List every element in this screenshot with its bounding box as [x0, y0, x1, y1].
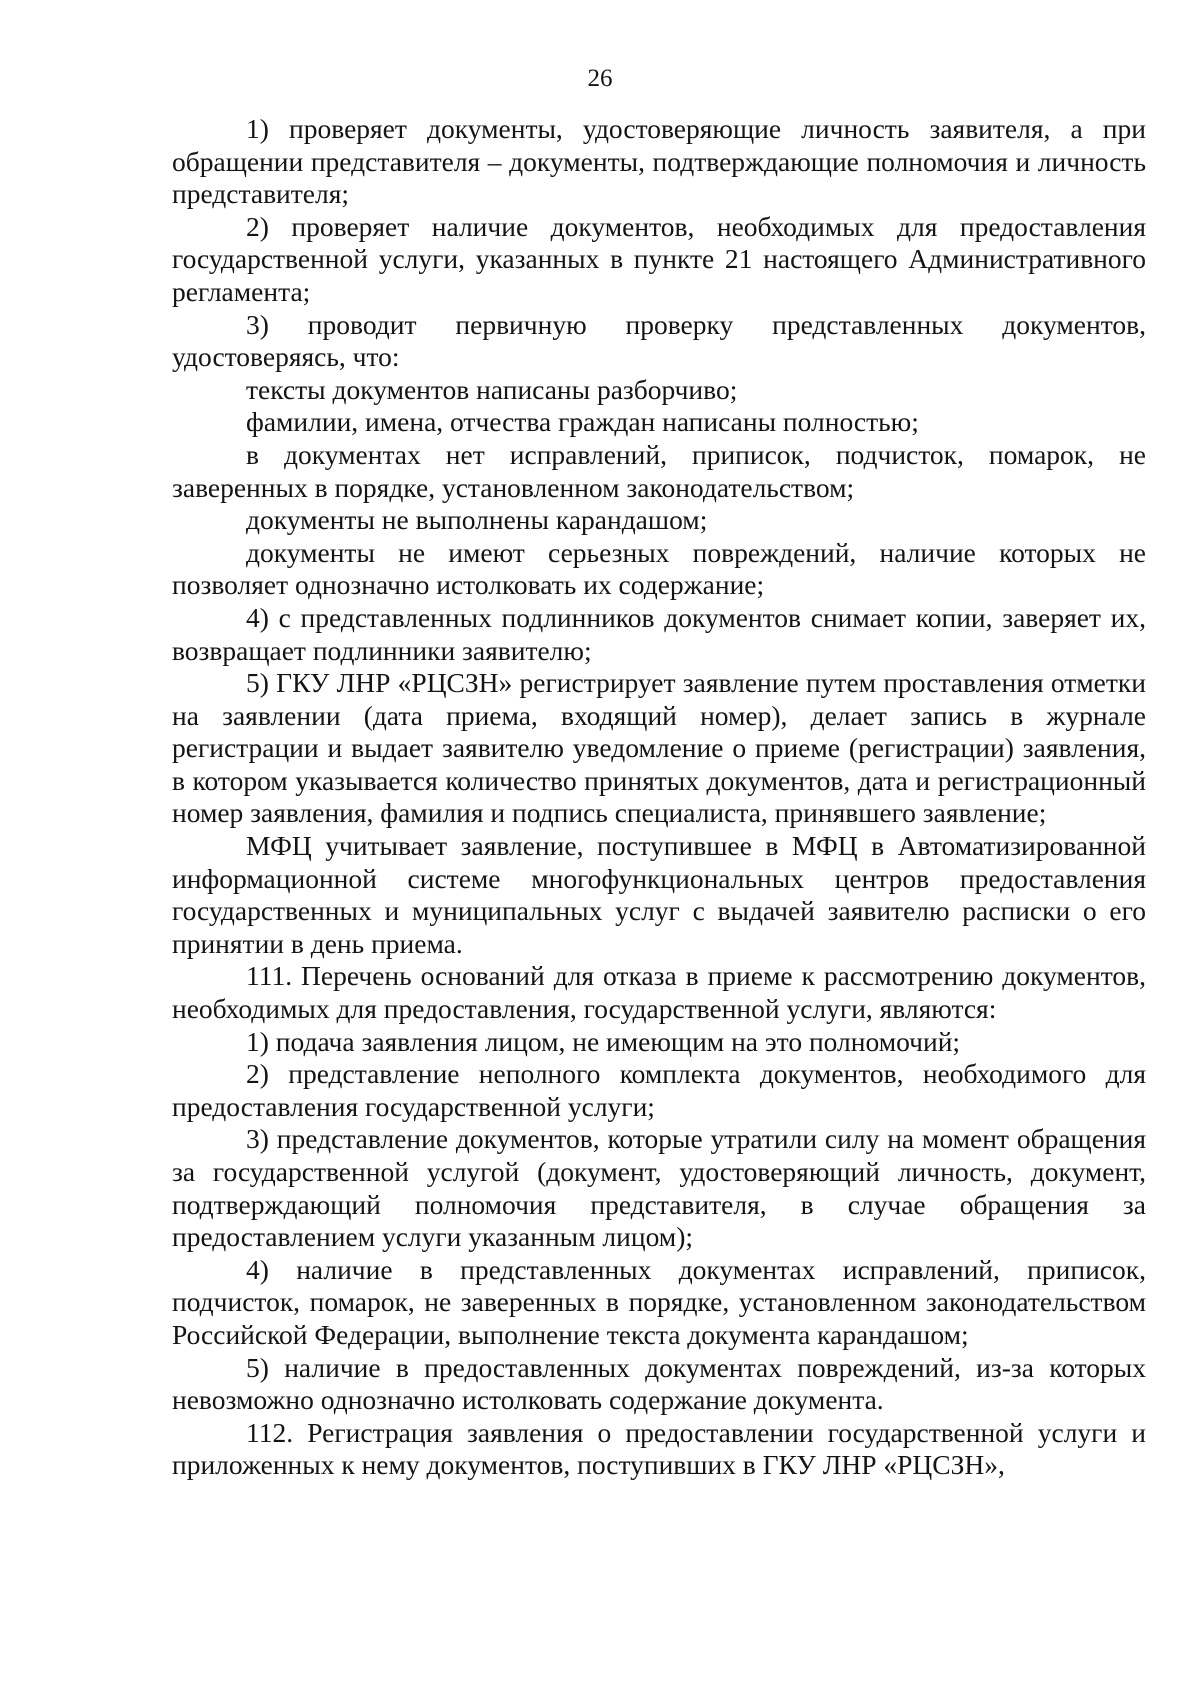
paragraph-condition-no-damage: документы не имеют серьезных повреждений, наличие которых не позволяет однозначно истолковать их содержание;: [172, 536, 1146, 601]
paragraph-item-2-check-documents: 2) проверяет наличие документов, необходимых для предоставления государственной услуги, указанных в пункте 21 настоящего Административного регламента;: [172, 210, 1146, 307]
paragraph-reason-5: 5) наличие в предоставленных документах повреждений, из-за которых невозможно однозначно истолковать содержание документа.: [172, 1351, 1146, 1416]
paragraph-reason-3: 3) представление документов, которые утратили силу на момент обращения за государственной услугой (документ, удостоверяющий личность, документ, подтверждающий полномочия представителя, в случае обращения за предоставлением услуги указанным лицом);: [172, 1123, 1146, 1253]
paragraph-item-4-copies: 4) с представленных подлинников документов снимает копии, заверяет их, возвращает подлинники заявителю;: [172, 601, 1146, 666]
paragraph-condition-legible: тексты документов написаны разборчиво;: [246, 373, 738, 405]
paragraph-reason-2: 2) представление неполного комплекта документов, необходимого для предоставления государственной услуги;: [172, 1058, 1146, 1122]
paragraph-item-3-primary-check: 3) проводит первичную проверку представленных документов, удостоверяясь, что:: [172, 308, 1146, 373]
page-number: 26: [587, 65, 613, 92]
paragraph-section-111: 111. Перечень оснований для отказа в приеме к рассмотрению документов, необходимых для предоставления, государственной услуги, являются:: [172, 960, 1146, 1025]
paragraph-mfc-registration: МФЦ учитывает заявление, поступившее в МФЦ в Автоматизированной информационной системе многофункциональных центров предоставления государственных и муниципальных услуг с выдачей заявителю расписки о его принятии в день приема.: [172, 830, 1146, 959]
paragraph-condition-no-pencil: документы не выполнены карандашом;: [246, 504, 708, 536]
paragraph-item-5-registration: 5) ГКУ ЛНР «РЦСЗН» регистрирует заявление путем проставления отметки на заявлении (дата приема, входящий номер), делает запись в журнале регистрации и выдает заявителю уведомление о приеме (регистрации) заявления, в котором указывается количество принятых документов, дата и регистрационный номер заявления, фамилия и подпись специалиста, принявшего заявление;: [172, 667, 1146, 829]
document-body: [172, 113, 1146, 1482]
paragraph-reason-1: 1) подача заявления лицом, не имеющим на это полномочий;: [246, 1025, 961, 1057]
paragraph-condition-full-names: фамилии, имена, отчества граждан написаны полностью;: [246, 406, 919, 438]
paragraph-reason-4: 4) наличие в представленных документах исправлений, приписок, подчисток, помарок, не заверенных в порядке, установленном законодательством Российской Федерации, выполнение текста документа карандашом;: [172, 1253, 1146, 1350]
paragraph-section-112: 112. Регистрация заявления о предоставлении государственной услуги и приложенных к нему документов, поступивших в ГКУ ЛНР «РЦСЗН»,: [172, 1416, 1146, 1481]
paragraph-condition-no-corrections: в документах нет исправлений, приписок, подчисток, помарок, не заверенных в порядке, установленном законодательством;: [172, 438, 1146, 503]
paragraph-item-1-verify-identity: 1) проверяет документы, удостоверяющие личность заявителя, а при обращении представителя – документы, подтверждающие полномочия и личность представителя;: [172, 113, 1146, 210]
